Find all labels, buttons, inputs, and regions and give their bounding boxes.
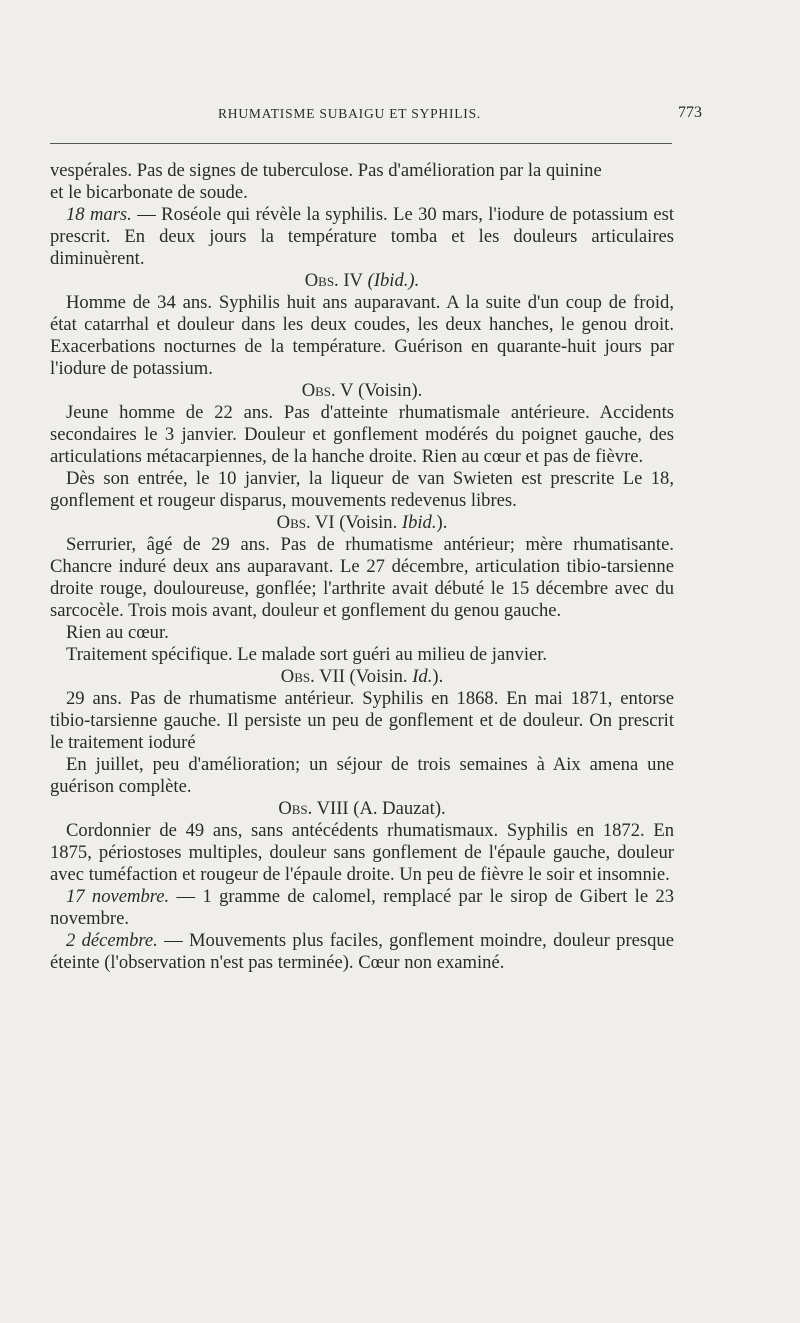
paragraph: Jeune homme de 22 ans. Pas d'atteinte rhumatismale antérieure. Accidents secondaires le 3 janvier. Douleur et gonflement modérés du poignet gauche, des articulations métacarpiennes, de la hanche droite. Rien au cœur et pas de fièvre. xyxy=(50,402,674,467)
paragraph: 17 novembre. — 1 gramme de calomel, remplacé par le sirop de Gibert le 23 novembre. xyxy=(50,886,674,929)
paragraph: Homme de 34 ans. Syphilis huit ans auparavant. A la suite d'un coup de froid, état catarrhal et douleur dans les deux coudes, les deux hanches, le genou droit. Exacerbations nocturnes de la température. Guérison en quarante-huit jours par l'iodure de potassium. xyxy=(50,292,674,379)
obs-heading: Obs. V (Voisin). xyxy=(301,380,423,401)
paragraph: 2 décembre. — Mouvements plus faciles, gonflement moindre, douleur presque éteinte (l'observation n'est pas terminée). Cœur non examiné. xyxy=(50,930,674,973)
obs-heading: Obs. VIII (A. Dauzat). xyxy=(278,798,446,819)
paragraph: Dès son entrée, le 10 janvier, la liqueur de van Swieten est prescrite Le 18, gonflement et rougeur disparus, mouvements redevenus libres. xyxy=(50,468,674,511)
paragraph: Traitement spécifique. Le malade sort guéri au milieu de janvier. xyxy=(66,644,548,665)
body-text xyxy=(50,160,674,974)
date-label: 17 novembre. xyxy=(66,886,170,907)
paragraph: En juillet, peu d'amélioration; un séjour de trois semaines à Aix amena une guérison complète. xyxy=(50,754,674,797)
paragraph: Serrurier, âgé de 29 ans. Pas de rhumatisme antérieur; mère rhumatisante. Chancre induré deux ans auparavant. Le 27 décembre, articulation tibio-tarsienne droite rouge, douloureuse, gonflée; l'arthrite avait débuté le 15 décembre avec du sarcocèle. Trois mois avant, douleur et gonflement du genou gauche. xyxy=(50,534,674,621)
date-label: 2 décembre. xyxy=(66,930,158,951)
running-title: RHUMATISME SUBAIGU ET SYPHILIS. xyxy=(218,106,482,121)
paragraph: Cordonnier de 49 ans, sans antécédents rhumatismaux. Syphilis en 1872. En 1875, périostoses multiples, douleur sans gonflement de l'épaule gauche, douleur avec tuméfaction et rougeur de l'épaule droite. Un peu de fièvre le soir et insomnie. xyxy=(50,820,674,885)
obs-heading: Obs. VII (Voisin. Id.). xyxy=(280,666,444,687)
paragraph: 18 mars. — Roséole qui révèle la syphilis. Le 30 mars, l'iodure de potassium est prescrit. En deux jours la température tomba et les douleurs articulaires diminuèrent. xyxy=(50,204,675,269)
obs-heading: Obs. VI (Voisin. Ibid.). xyxy=(276,512,448,533)
page-number: 773 xyxy=(678,104,702,121)
header-rule xyxy=(50,143,672,144)
paragraph: 29 ans. Pas de rhumatisme antérieur. Syphilis en 1868. En mai 1871, entorse tibio-tarsienne gauche. Il persiste un peu de gonflement et de douleur. On prescrit le traitement ioduré xyxy=(50,688,674,753)
paragraph: vespérales. Pas de signes de tuberculose. Pas d'amélioration par la quinine et le bicarbonate de soude. xyxy=(50,160,602,203)
obs-heading: Obs. IV (Ibid.). xyxy=(304,270,420,291)
date-label: 18 mars. xyxy=(66,204,132,225)
paragraph: Rien au cœur. xyxy=(66,622,169,643)
